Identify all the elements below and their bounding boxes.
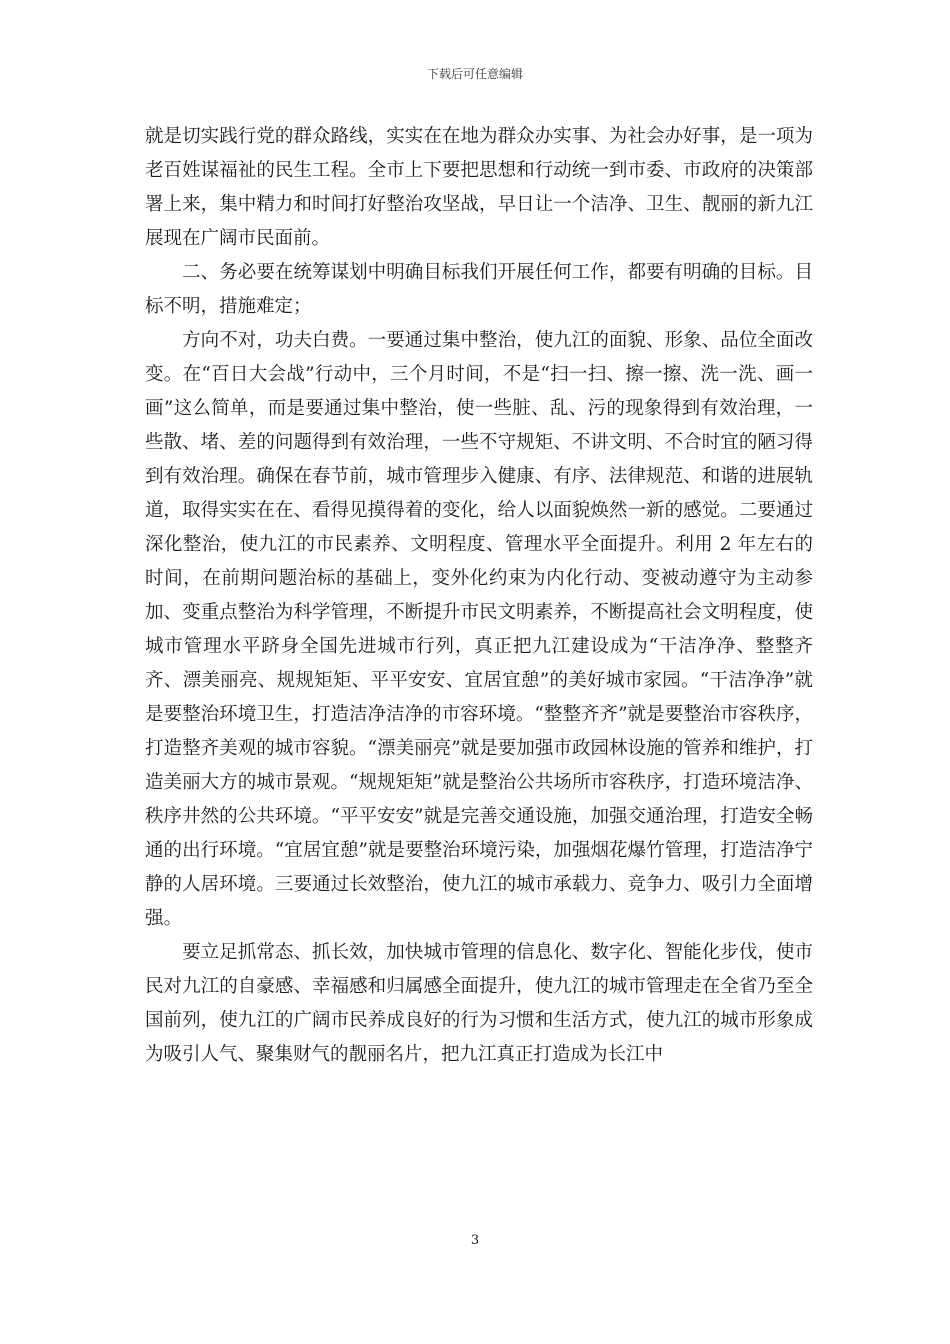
paragraph-1: 就是切实践行党的群众路线，实实在在地为群众办实事、为社会办好事，是一项为老百姓谋福祉的民生工程。全市上下要把思想和行动统一到市委、市政府的决策部署上来，集中精力和时间打好整治攻坚战，早日让一个洁净、卫生、靓丽的新九江展现在广阔市民面前。 (145, 126, 813, 249)
paragraph-2: 二、务必要在统筹谋划中明确目标我们开展任何工作，都要有明确的目标。目标不明，措施难定； (145, 262, 813, 317)
document-body (145, 120, 813, 1072)
paragraph-4: 要立足抓常态、抓长效，加快城市管理的信息化、数字化、智能化步伐，使市民对九江的自豪感、幸福感和归属感全面提升，使九江的城市管理走在全省乃至全国前列，使九江的广阔市民养成良好的行为习惯和生活方式，使九江的城市形象成为吸引人气、聚集财气的靓丽名片，把九江真正打造成为长江中 (145, 942, 813, 1065)
paragraph-3: 方向不对，功夫白费。一要通过集中整治，使九江的面貌、形象、品位全面改变。在“百日大会战”行动中，三个月时间，不是“扫一扫、擦一擦、洗一洗、画一画”这么简单，而是要通过集中整治，使一些脏、乱、污的现象得到有效治理，一些散、堵、差的问题得到有效治理，一些不守规矩、不讲文明、不合时宜的陋习得到有效治理。确保在春节前，城市管理步入健康、有序、法律规范、和谐的进展轨道，取得实实在在、看得见摸得着的变化，给人以面貌焕然一新的感觉。二要通过深化整治，使九江的市民素养、文明程度、管理水平全面提升。利用 2 年左右的时间，在前期问题治标的基础上，变外化约束为内化行动、变被动遵守为主动参加、变重点整治为科学管理，不断提升市民文明素养，不断提高社会文明程度，使城市管理水平跻身全国先进城市行列，真正把九江建设成为“干洁净净、整整齐齐、漂美丽亮、规规矩矩、平平安安、宜居宜憩”的美好城市家园。“干洁净净”就是要整治环境卫生，打造洁净洁净的市容环境。“整整齐齐”就是要整治市容秩序，打造整齐美观的城市容貌。“漂美丽亮”就是要加强市政园林设施的管养和维护，打造美丽大方的城市景观。“规规矩矩”就是整治公共场所市容秩序，打造环境洁净、秩序井然的公共环境。“平平安安”就是完善交通设施，加强交通治理，打造安全畅通的出行环境。“宜居宜憩”就是要整治环境污染，加强烟花爆竹管理，打造洁净宁静的人居环境。三要通过长效整治，使九江的城市承载力、竞争力、吸引力全面增强。 (145, 330, 813, 929)
page-header: 下载后可任意编辑 (426, 67, 523, 81)
page-number: 3 (470, 1233, 480, 1248)
